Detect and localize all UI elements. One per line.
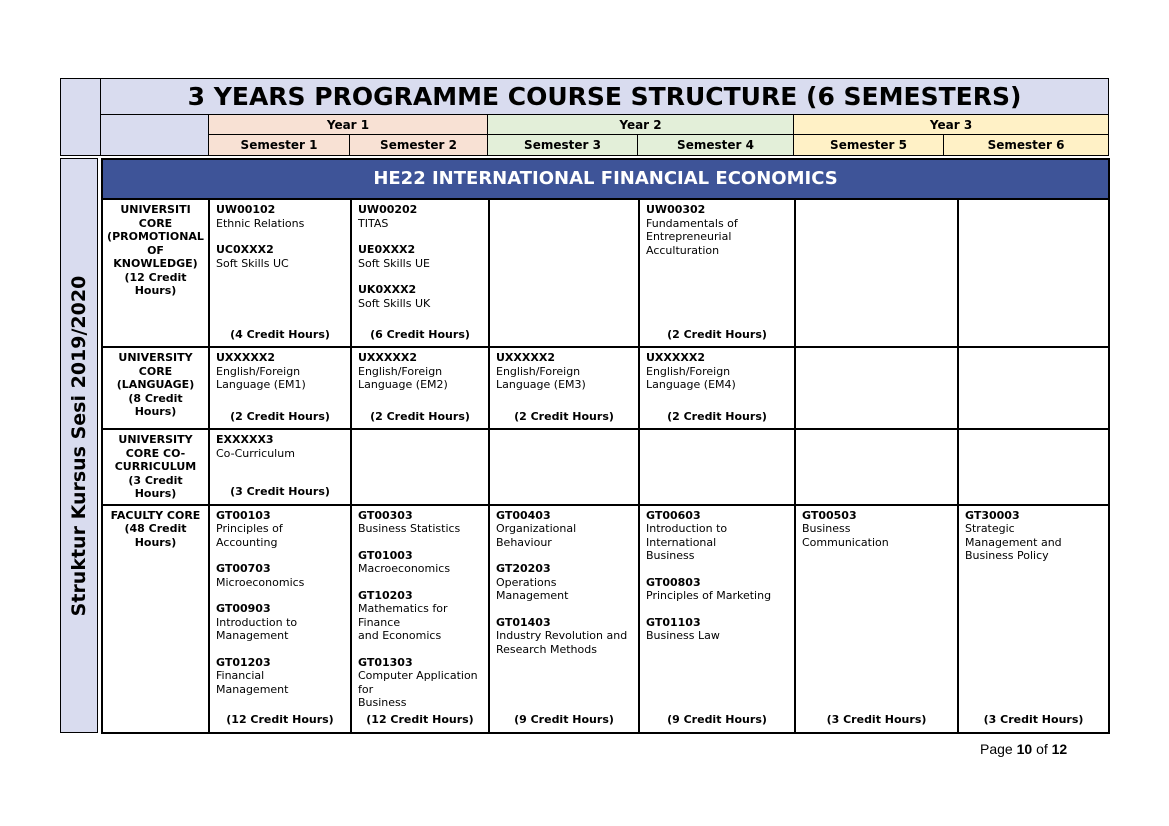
semester-cell [795,429,958,505]
course-name: Business [358,696,407,709]
credit-hours: (2 Credit Hours) [514,409,614,423]
semester-cell [351,199,489,347]
credit-hours: (4 Credit Hours) [230,327,330,341]
course-entry [965,509,1102,563]
category-line: UNIVERSITY [118,351,193,364]
course-row [102,199,1109,347]
semester-cell [639,347,795,429]
course-code: GT20203 [496,562,551,575]
course-name: Management [216,682,289,696]
semester-cell [489,505,639,733]
semester-6-header: Semester 6 [944,135,1109,156]
course-entry [358,656,482,710]
category-line: CURRICULUM [114,460,197,473]
semester-cell [351,347,489,429]
credit-hours: (2 Credit Hours) [667,327,767,341]
course-name: Principles of Marketing [646,589,772,602]
course-name: Business [802,522,851,535]
sidebar [60,158,98,733]
course-name: Language (EM3) [496,378,586,391]
course-name: Co-Curriculum [216,446,295,460]
semester-cell [958,429,1109,505]
semester-cell [209,199,351,347]
page-prefix: Page [980,741,1013,757]
semester-cell [795,505,958,733]
course-name: Business Statistics [358,522,461,535]
semester-cell [489,429,639,505]
course-code: GT30003 [965,508,1020,522]
credit-hours: (2 Credit Hours) [667,409,767,423]
course-row [102,505,1109,733]
course-name: Research Methods [496,642,597,656]
category-line: KNOWLEDGE) [113,257,198,270]
course-entry [802,509,951,550]
course-code: UC0XXX2 [216,243,274,256]
course-name: Operations [496,575,557,589]
course-entry [496,616,632,657]
course-entry [646,203,788,257]
course-entry [358,203,482,230]
category-line: OF [147,243,164,257]
credit-hours: (3 Credit Hours) [230,485,330,498]
course-code: UXXXXX2 [646,351,705,364]
course-code: EXXXXX3 [216,433,274,446]
category-line: (LANGUAGE) [116,378,195,391]
category-line: FACULTY CORE [110,508,201,522]
course-name: Management [496,589,569,602]
course-name: International [646,535,717,549]
course-entry [216,243,344,270]
course-entry [216,509,344,550]
year-2-header: Year 2 [488,114,794,135]
header-side-cell [61,79,101,156]
page-of: of [1036,741,1048,757]
course-entry [216,433,344,460]
semester-cell [795,347,958,429]
year-1-header: Year 1 [209,114,488,135]
course-code: GT10203 [358,588,413,602]
course-name: Business Law [646,629,720,642]
credit-hours: (9 Credit Hours) [667,713,767,726]
course-code: GT01303 [358,655,413,669]
page-number [980,741,1108,757]
course-entry [358,351,482,392]
course-name: Language (EM4) [646,378,736,391]
course-code: GT00103 [216,508,271,522]
course-entry [496,351,632,392]
semester-cell [958,505,1109,733]
course-name: Soft Skills UC [216,256,289,270]
semester-cell [209,429,351,505]
course-name: Management and [965,535,1062,549]
semester-cell [351,505,489,733]
sidebar-label: Struktur Kursus Sesi 2019/2020 [68,275,90,616]
credit-hours: (2 Credit Hours) [370,409,470,423]
course-code: UW00302 [646,203,706,216]
header-table [60,78,1109,156]
category-line: (3 Credit Hours) [128,473,183,500]
category-line: CORE [138,364,173,378]
page-total: 12 [1051,741,1068,757]
category-line: CORE [138,216,173,230]
course-name: Ethnic Relations [216,216,305,230]
course-entry [216,203,344,230]
semester-cell [209,505,351,733]
category-line: CORE CO- [125,446,186,460]
course-name: Introduction to [646,522,728,535]
course-name: Introduction to [216,615,298,629]
course-name: Organizational [496,522,577,535]
course-entry [646,576,788,603]
credit-hours: (6 Credit Hours) [370,327,470,341]
course-code: GT00503 [802,508,857,522]
course-name: Business [646,549,695,562]
category-line: (8 Credit Hours) [128,391,183,418]
course-code: GT01103 [646,615,701,629]
course-entry [646,509,788,563]
course-name: Computer Application for [358,669,478,696]
course-name: English/Foreign [216,364,301,378]
credit-hours: (12 Credit Hours) [366,713,474,726]
course-name: Mathematics for Finance [358,602,448,629]
course-name: Behaviour [496,535,552,549]
course-entry [496,509,632,550]
category-line: UNIVERSITI [120,203,191,216]
course-entry [358,509,482,536]
course-name: Macroeconomics [358,562,451,575]
credit-hours: (2 Credit Hours) [230,409,330,423]
category-line: UNIVERSITY [118,433,193,446]
course-code: GT00903 [216,602,271,615]
course-name: English/Foreign [358,364,443,378]
course-entry [216,351,344,392]
course-name: Language (EM2) [358,378,448,391]
course-name: Strategic [965,522,1015,535]
course-row [102,347,1109,429]
course-name: Accounting [216,535,278,549]
course-name: English/Foreign [646,364,731,378]
semester-4-header: Semester 4 [638,135,794,156]
semester-cell [958,199,1109,347]
category-cell [102,347,209,429]
course-name: Soft Skills UE [358,256,430,270]
course-structure-table [101,158,1110,734]
course-name: Management [216,629,289,642]
year-3-header: Year 3 [794,114,1109,135]
course-code: GT01403 [496,615,551,629]
course-entry [358,589,482,643]
course-entry [358,283,482,310]
category-cell [102,505,209,733]
course-code: GT00703 [216,562,271,575]
semester-1-header: Semester 1 [209,135,350,156]
semester-3-header: Semester 3 [488,135,638,156]
course-name: Principles of [216,522,283,535]
course-name: Entrepreneurial [646,230,732,243]
course-code: UXXXXX2 [358,351,417,364]
course-name: Microeconomics [216,575,305,589]
course-entry [358,549,482,576]
semester-2-header: Semester 2 [350,135,488,156]
semester-cell [209,347,351,429]
category-line: (PROMOTIONAL [107,230,204,243]
course-entry [646,351,788,392]
page-title: 3 YEARS PROGRAMME COURSE STRUCTURE (6 SEMESTERS) [101,79,1109,115]
category-line: (12 Credit [124,270,187,284]
course-code: UK0XXX2 [358,283,417,296]
course-code: UXXXXX2 [496,351,555,364]
course-entry [216,562,344,589]
course-code: GT01203 [216,655,271,669]
course-entry [358,243,482,270]
semester-cell [639,199,795,347]
course-code: UW00102 [216,203,276,216]
course-name: TITAS [358,216,389,230]
course-name: Business Policy [965,549,1049,562]
semester-cell [351,429,489,505]
course-code: UW00202 [358,203,418,216]
semester-cell [489,347,639,429]
course-name: Soft Skills UK [358,296,431,310]
course-row [102,429,1109,505]
course-code: GT00403 [496,508,551,522]
course-entry [496,562,632,603]
course-entry [216,602,344,643]
semester-cell [489,199,639,347]
credit-hours: (3 Credit Hours) [826,713,927,726]
course-code: GT00803 [646,575,701,589]
credit-hours: (12 Credit Hours) [226,713,334,726]
semester-5-header: Semester 5 [794,135,944,156]
page-current: 10 [1016,741,1033,757]
credit-hours: (9 Credit Hours) [514,713,614,726]
category-cell [102,429,209,505]
course-entry [216,656,344,697]
course-name: Industry Revolution and [496,629,628,642]
header-blank-cell [101,114,209,155]
semester-cell [639,429,795,505]
course-name: Acculturation [646,243,720,257]
course-code: UE0XXX2 [358,243,416,256]
course-code: GT00603 [646,508,701,522]
category-line: Hours) [134,284,177,297]
semester-cell [639,505,795,733]
course-code: UXXXXX2 [216,351,275,364]
semester-cell [795,199,958,347]
category-line: (48 Credit [124,522,187,535]
course-name: Financial [216,669,265,682]
course-entry [646,616,788,643]
course-name: and Economics [358,629,442,642]
course-code: GT01003 [358,548,413,562]
course-code: GT00303 [358,508,413,522]
programme-title: HE22 INTERNATIONAL FINANCIAL ECONOMICS [102,159,1109,199]
course-name: Communication [802,535,889,549]
category-cell [102,199,209,347]
course-name: Fundamentals of [646,216,738,230]
course-name: English/Foreign [496,364,581,378]
semester-cell [958,347,1109,429]
course-name: Language (EM1) [216,378,306,391]
credit-hours: (3 Credit Hours) [983,713,1084,726]
category-line: Hours) [134,535,177,549]
